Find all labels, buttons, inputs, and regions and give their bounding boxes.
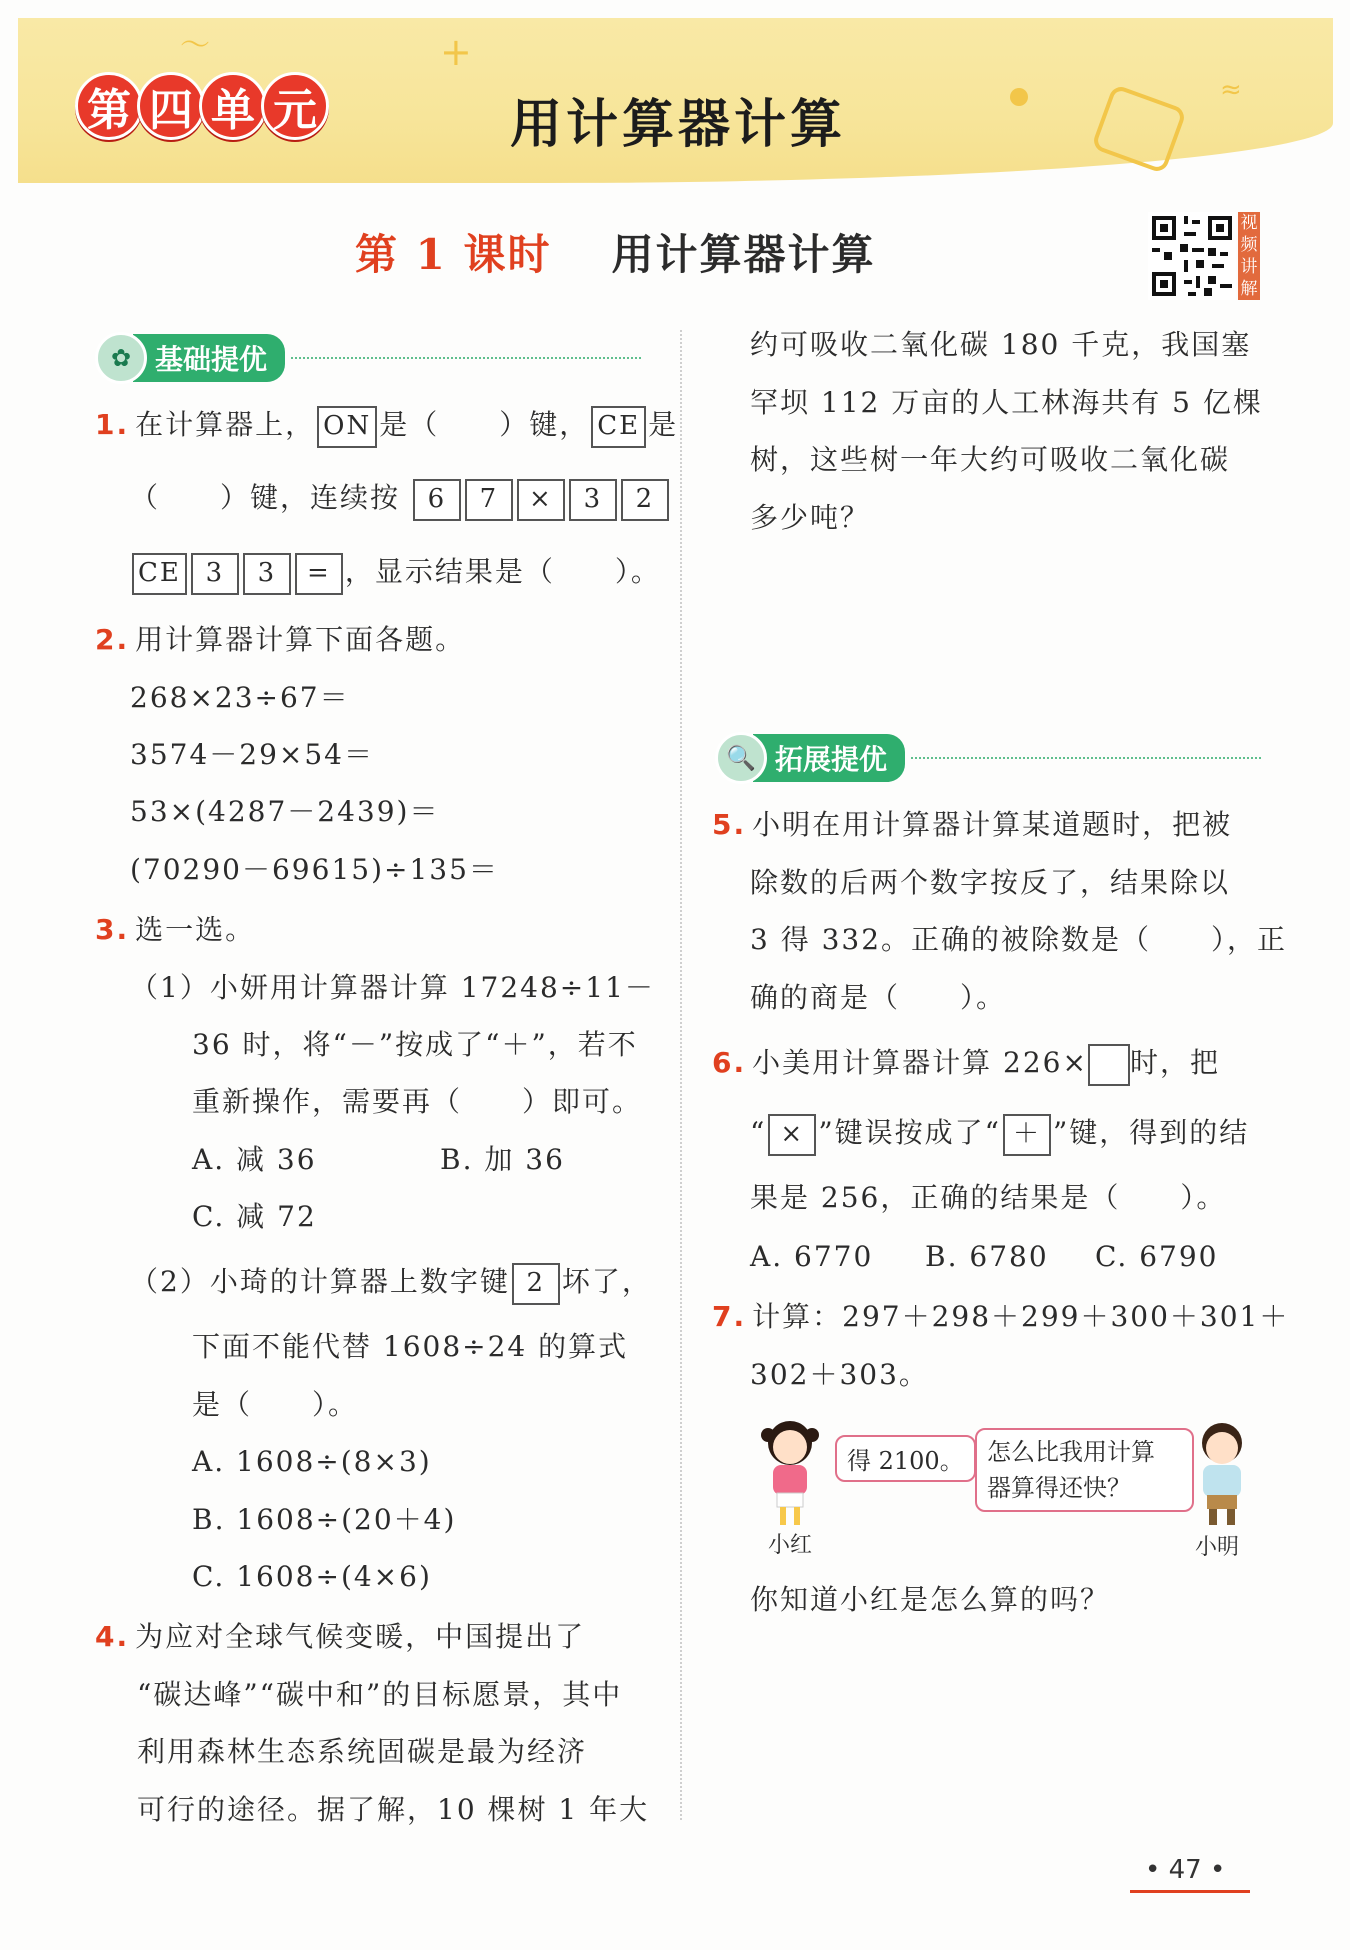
unit-badge-char: 第 (75, 72, 143, 140)
q1-text: ，显示结果是（ ）。 (344, 555, 661, 588)
q5-number: 5. (712, 808, 747, 841)
bubble-line: 器算得还快？ (987, 1474, 1131, 1502)
q5-line: 除数的后两个数字按反了，结果除以 (750, 866, 1231, 899)
key-button: CE (132, 553, 187, 595)
key-button: × (517, 479, 565, 521)
q3-p1-option-c: C. 减 72 (192, 1200, 317, 1233)
q5-line: 确的商是（ ）。 (750, 981, 1007, 1014)
key-times: × (768, 1114, 816, 1156)
q6-text: 小美用计算器计算 226× (752, 1046, 1088, 1079)
q3-p2-line (130, 1262, 652, 1305)
q3-p1-option-b: B. 加 36 (440, 1143, 565, 1176)
q7-text: 计算：297＋298＋299＋300＋301＋ (752, 1300, 1290, 1333)
q3-text: （2）小琦的计算器上数字键 (130, 1265, 510, 1298)
q6-line (750, 1113, 1249, 1156)
q2-item: (70290－69615)÷135＝ (130, 853, 499, 886)
column-divider (680, 330, 682, 1820)
q3-number: 3. (95, 913, 130, 946)
q6-text: 时，把 (1129, 1046, 1220, 1079)
unit-badge-char: 元 (261, 72, 329, 140)
section-divider (291, 357, 641, 359)
deco-plus: + (440, 30, 472, 74)
unit-title: 用计算器计算 (510, 95, 847, 155)
key-button: 6 (413, 479, 461, 521)
q2-number: 2. (95, 623, 130, 656)
q3-p2-option-a: A. 1608÷(8×3) (192, 1445, 432, 1478)
unit-badge-char: 四 (137, 72, 205, 140)
section-extend-header (715, 732, 1261, 784)
q1-text: 是（ ）键， (379, 408, 590, 441)
q7-line (712, 1297, 1289, 1337)
q6-option-a: A. 6770 (750, 1240, 874, 1273)
deco-dot (1010, 88, 1028, 106)
q6-text: “ (750, 1116, 767, 1149)
q2-item: 268×23÷67＝ (130, 681, 350, 714)
key-button: = (295, 553, 343, 595)
key-button: 7 (465, 479, 513, 521)
q6-text: ”键误按成了“ (818, 1116, 1001, 1149)
q3-p1-option-a: A. 减 36 (192, 1143, 317, 1176)
q4-line (95, 1617, 585, 1657)
sprout-icon: ✿ (95, 332, 147, 384)
q7-question: 你知道小红是怎么算的吗？ (750, 1583, 1111, 1616)
qr-video-label: 视频讲解 (1238, 212, 1260, 300)
q6-option-c: C. 6790 (1095, 1240, 1219, 1273)
page-number-underline (1130, 1890, 1250, 1893)
key-button: 2 (621, 479, 669, 521)
section-basic-label: 基础提优 (133, 334, 285, 382)
q1-line2 (130, 478, 671, 521)
q5-line: 3 得 332。正确的被除数是（ ），正 (750, 923, 1288, 956)
deco-wave: ～ (180, 28, 210, 63)
q6-option-b: B. 6780 (925, 1240, 1049, 1273)
key-plus: ＋ (1003, 1114, 1051, 1156)
q7-number: 7. (712, 1300, 747, 1333)
q4-cont-line: 多少吨？ (750, 501, 871, 534)
speech-bubble-left: 得 2100。 (835, 1435, 976, 1482)
q4-line: 可行的途径。据了解，10 棵树 1 年大 (137, 1793, 650, 1826)
q3-text: 坏了， (561, 1265, 652, 1298)
q7-line: 302＋303。 (750, 1358, 929, 1391)
q4-cont-line: 约可吸收二氧化碳 180 千克，我国塞 (750, 328, 1252, 361)
q3-p1-line: （1）小妍用计算器计算 17248÷11－ (130, 971, 655, 1004)
bubble-line: 怎么比我用计算 (987, 1438, 1155, 1466)
section-extend-label: 拓展提优 (753, 734, 905, 782)
q6-line: 果是 256，正确的结果是（ ）。 (750, 1181, 1227, 1214)
page-number: • 47 • (1145, 1855, 1226, 1885)
unit-badge-char: 单 (199, 72, 267, 140)
q4-line: “碳达峰”“碳中和”的目标愿景，其中 (137, 1678, 623, 1711)
key-button: 2 (512, 1263, 560, 1305)
q3-p2-line: 下面不能代替 1608÷24 的算式 (192, 1330, 629, 1363)
q1-number: 1. (95, 408, 130, 441)
speech-bubble-right (975, 1428, 1194, 1512)
q3-text: 选一选。 (135, 913, 256, 946)
q3-p2-line: 是（ ）。 (192, 1388, 359, 1421)
q2-item: 53×(4287－2439)＝ (130, 795, 440, 828)
q3-p2-option-b: B. 1608÷(20＋4) (192, 1503, 457, 1536)
lesson-title: 用计算器计算 (611, 230, 876, 279)
key-button: 3 (243, 553, 291, 595)
q1-line1 (95, 405, 678, 448)
magnifier-icon: 🔍 (715, 732, 767, 784)
key-button: 3 (191, 553, 239, 595)
q4-text: 为应对全球气候变暖，中国提出了 (135, 1620, 586, 1653)
q6-line (712, 1043, 1220, 1086)
q1-text: 是 (648, 408, 679, 441)
q3-p1-line: 36 时，将“－”按成了“＋”，若不 (192, 1028, 638, 1061)
q4-cont-line: 罕坝 112 万亩的人工林海共有 5 亿棵 (750, 386, 1263, 419)
key-ce: CE (591, 406, 646, 448)
q2-title (95, 620, 465, 660)
girl-illustration-icon (755, 1415, 825, 1530)
qr-code-icon[interactable] (1148, 212, 1236, 300)
boy-illustration-icon (1185, 1415, 1260, 1530)
q1-line3 (130, 552, 661, 595)
q4-number: 4. (95, 1620, 130, 1653)
q4-line: 利用森林生态系统固碳是最为经济 (137, 1735, 588, 1768)
q3-p2-option-c: C. 1608÷(4×6) (192, 1560, 432, 1593)
q3-title (95, 910, 255, 950)
name-right: 小明 (1195, 1535, 1240, 1560)
q1-text: （ ）键，连续按 (130, 481, 401, 514)
answer-box[interactable] (1088, 1044, 1130, 1086)
section-basic-header (95, 332, 641, 384)
q3-p1-line: 重新操作，需要再（ ）即可。 (192, 1085, 643, 1118)
q1-text: 在计算器上， (135, 408, 316, 441)
q5-text: 小明在用计算器计算某道题时，把被 (752, 808, 1233, 841)
lesson-number: 第 1 课时 (355, 230, 552, 279)
q5-line (712, 805, 1232, 845)
q6-text: ”键，得到的结 (1052, 1116, 1250, 1149)
q6-number: 6. (712, 1046, 747, 1079)
unit-badge (75, 72, 323, 140)
key-button: 3 (569, 479, 617, 521)
section-divider (911, 757, 1261, 759)
q2-text: 用计算器计算下面各题。 (135, 623, 466, 656)
lesson-heading (355, 222, 875, 282)
q2-item: 3574－29×54＝ (130, 738, 374, 771)
deco-dash: ≈ (1220, 75, 1242, 105)
q4-cont-line: 树，这些树一年大约可吸收二氧化碳 (750, 443, 1231, 476)
name-left: 小红 (768, 1533, 813, 1558)
key-on: ON (317, 406, 377, 448)
